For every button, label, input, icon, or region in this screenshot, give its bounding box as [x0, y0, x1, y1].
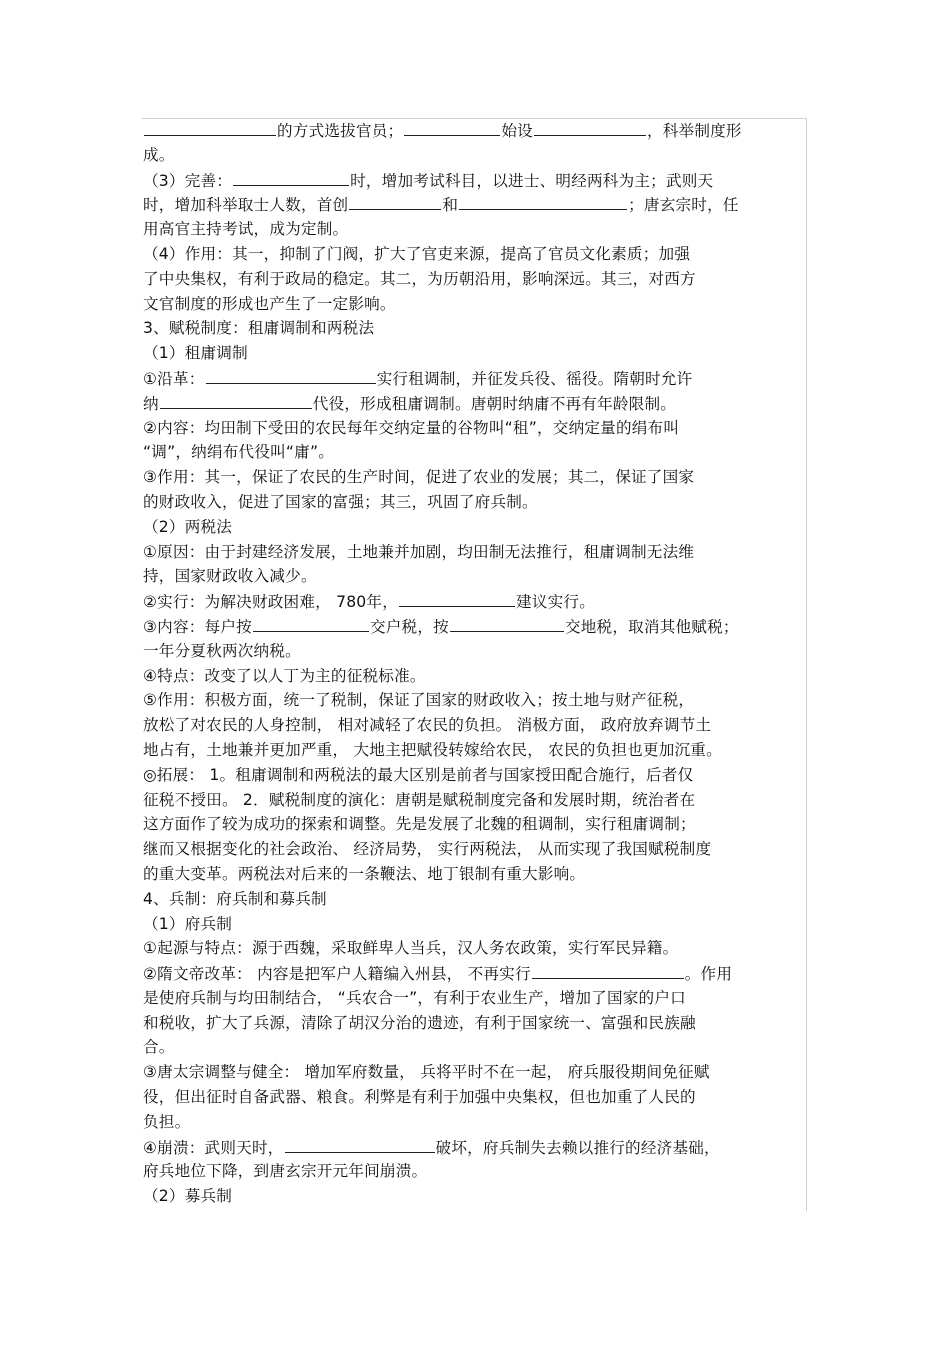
text-segment: 3、赋税制度：租庸调制和两税法 [143, 319, 375, 338]
text-line [143, 341, 808, 366]
text-line [143, 912, 808, 937]
text-segment: 。作用 [684, 965, 733, 984]
text-segment: 时，增加科举取士人数，首创 [143, 196, 349, 215]
text-segment: 的方式选拔官员； [277, 122, 404, 140]
fill-in-blank [532, 961, 684, 979]
text-segment: 4、兵制：府兵制和募兵制 [143, 889, 327, 908]
text-segment: （1）租庸调制 [143, 344, 248, 363]
fill-in-blank [160, 391, 312, 409]
text-line [143, 490, 808, 515]
text-line [143, 812, 808, 837]
fill-in-blank [404, 118, 500, 136]
text-line [143, 614, 808, 639]
text-line [143, 887, 808, 912]
text-line [143, 192, 808, 217]
text-line [143, 936, 808, 961]
text-segment: ②隋文帝改革： 内容是把军户人籍编入州县， 不再实行 [143, 965, 531, 984]
text-segment: 实行租调制，并征发兵役、徭役。隋朝时允许 [376, 369, 693, 388]
text-segment: 用高官主持考试，成为定制。 [143, 220, 349, 239]
text-line [143, 1159, 808, 1184]
text-segment: 纳 [143, 394, 159, 413]
text-line [143, 664, 808, 689]
text-segment: 负担。 [143, 1112, 191, 1131]
text-segment: （1）府兵制 [143, 914, 233, 933]
text-line [143, 440, 808, 465]
text-segment: 这方面作了较为成功的探索和调整。先是发展了北魏的租调制，实行租庸调制； [143, 815, 696, 834]
text-segment: ②内容：均田制下受田的农民每年交纳定量的谷物叫“租”，交纳定量的绢布叫 [143, 418, 680, 437]
text-line [143, 416, 808, 441]
text-segment: ③作用：其一，保证了农民的生产时间，促进了农业的发展；其二，保证了国家 [143, 468, 695, 487]
text-segment: 是使府兵制与均田制结合， “兵农合一”，有利于农业生产，增加了国家的户口 [143, 988, 686, 1007]
text-segment: ①起源与特点：源于西魏，采取鲜卑人当兵，汉人务农政策，实行军民异籍。 [143, 939, 679, 958]
text-line [143, 1184, 808, 1209]
text-segment: ③内容：每户按 [143, 617, 252, 636]
text-line [143, 1011, 808, 1036]
text-line [143, 738, 808, 763]
text-segment: 了中央集权，有利于政局的稳定。其二，为历朝沿用，影响深远。其三，对西方 [143, 269, 696, 288]
text-line [143, 168, 808, 193]
text-segment: 成。 [143, 145, 175, 164]
text-line [143, 713, 808, 738]
text-line [143, 589, 808, 614]
text-segment: 时，增加考试科目，以进士、明经两科为主；武则天 [350, 171, 714, 190]
fill-in-blank [233, 168, 349, 186]
text-line [143, 1110, 808, 1135]
fill-in-blank [534, 118, 646, 136]
text-line [143, 465, 808, 490]
fill-in-blank [399, 589, 515, 607]
fill-in-blank [459, 192, 627, 210]
text-segment: 府兵地位下降，到唐玄宗开元年间崩溃。 [143, 1162, 428, 1181]
text-segment: 放松了对农民的人身控制， 相对减轻了农民的负担。 消极方面， 政府放弃调节土 [143, 716, 712, 735]
text-segment: 始设 [501, 122, 533, 140]
fill-in-blank [285, 1135, 435, 1153]
text-line [143, 564, 808, 589]
text-segment: 征税不授田。 2．赋税制度的演化：唐朝是赋税制度完备和发展时期，统治者在 [143, 790, 696, 809]
text-segment: 的财政收入，促进了国家的富强；其三，巩固了府兵制。 [143, 492, 538, 511]
text-line [143, 1085, 808, 1110]
text-line [143, 292, 808, 317]
text-line [143, 217, 808, 242]
text-line [143, 639, 808, 664]
text-line [143, 515, 808, 540]
text-line [143, 316, 808, 341]
text-segment: 继而又根据变化的社会政治、 经济局势， 实行两税法， 从而实现了我国赋税制度 [143, 840, 712, 859]
text-segment: （2）募兵制 [143, 1187, 233, 1206]
fill-in-blank [144, 118, 276, 136]
text-segment: ①原因：由于封建经济发展，土地兼并加剧，均田制无法推行，租庸调制无法维 [143, 542, 695, 561]
text-segment: ，科举制度形 [646, 122, 742, 140]
text-segment: （2）两税法 [143, 517, 233, 536]
text-segment: 破坏，府兵制失去赖以推行的经济基础， [435, 1138, 720, 1157]
text-line [143, 1135, 808, 1160]
text-line [143, 540, 808, 565]
text-line [143, 366, 808, 391]
text-segment: 文官制度的形成也产生了一定影响。 [143, 294, 396, 313]
text-line [143, 267, 808, 292]
text-line [143, 118, 808, 143]
text-segment: 持，国家财政收入减少。 [143, 567, 317, 586]
text-line [143, 788, 808, 813]
text-line [143, 837, 808, 862]
text-line [143, 961, 808, 986]
fill-in-blank [206, 366, 376, 384]
fill-in-blank [450, 614, 564, 632]
text-segment: 交地税，取消其他赋税； [564, 617, 739, 636]
document-body [143, 118, 808, 1209]
text-segment: ①沿革： [143, 369, 205, 388]
text-segment: ③唐太宗调整与健全： 增加军府数量， 兵将平时不在一起， 府兵服役期间免征赋 [143, 1063, 710, 1082]
fill-in-blank [253, 614, 369, 632]
text-segment: 和税收，扩大了兵源，清除了胡汉分治的遗迹，有利于国家统一、富强和民族融 [143, 1013, 696, 1032]
text-segment: 交户税，按 [369, 617, 449, 636]
text-segment: （4）作用：其一，抑制了门阀，扩大了官吏来源，提高了官员文化素质；加强 [143, 244, 691, 263]
text-segment: 建议实行。 [516, 593, 596, 612]
text-segment: “调”，纳绢布代役叫“庸”。 [143, 443, 335, 462]
text-segment: ④崩溃：武则天时， [143, 1138, 284, 1157]
text-line [143, 391, 808, 416]
text-line [143, 1060, 808, 1085]
text-segment: 合。 [143, 1038, 175, 1057]
text-line [143, 862, 808, 887]
text-segment: 役，但出征时自备武器、粮食。利弊是有利于加强中央集权，但也加重了人民的 [143, 1088, 696, 1107]
text-line [143, 986, 808, 1011]
text-segment: 地占有，土地兼并更加严重， 大地主把赋役转嫁给农民， 农民的负担也更加沉重。 [143, 740, 722, 759]
text-segment: 的重大变革。两税法对后来的一条鞭法、地丁银制有重大影响。 [143, 864, 586, 883]
text-line [143, 242, 808, 267]
fill-in-blank [349, 192, 441, 210]
text-line [143, 688, 808, 713]
text-segment: ；唐玄宗时，任 [628, 196, 739, 215]
text-segment: 和 [442, 196, 459, 215]
text-segment: ◎拓展： 1。租庸调制和两税法的最大区别是前者与国家授田配合施行，后者仅 [143, 765, 694, 784]
text-segment: ④特点：改变了以人丁为主的征税标准。 [143, 666, 426, 685]
text-segment: 一年分夏秋两次纳税。 [143, 641, 301, 660]
text-segment: ②实行：为解决财政困难， 780年， [143, 593, 399, 612]
text-segment: ⑤作用：积极方面，统一了税制，保证了国家的财政收入；按土地与财产征税， [143, 691, 695, 710]
text-segment: 代役，形成租庸调制。唐朝时纳庸不再有年龄限制。 [312, 394, 677, 413]
text-line [143, 143, 808, 168]
text-line [143, 763, 808, 788]
text-segment: （3）完善： [143, 171, 233, 190]
text-line [143, 1035, 808, 1060]
